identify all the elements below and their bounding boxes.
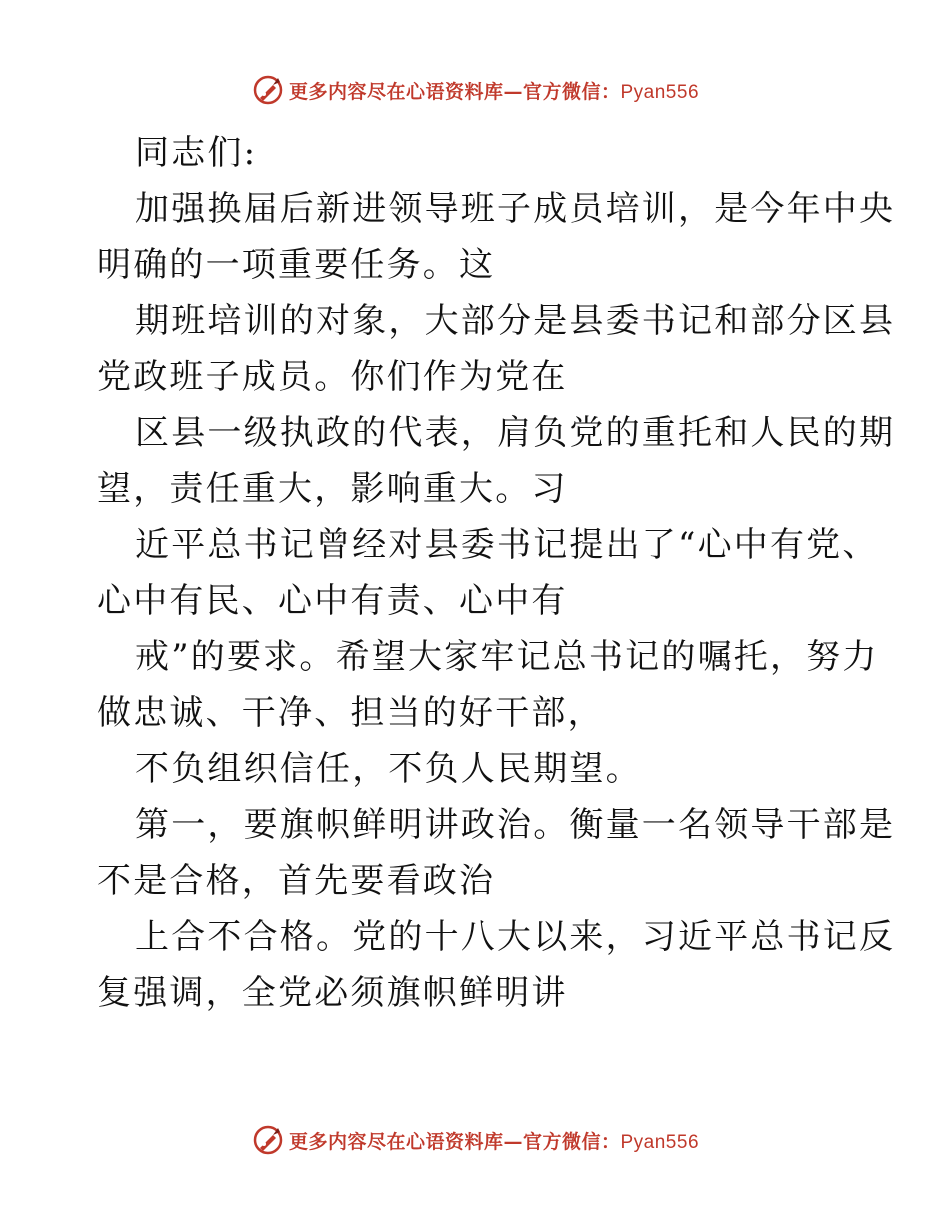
header-banner (0, 70, 950, 110)
text-line: 不负组织信任，不负人民期望。 (135, 749, 642, 789)
text-line: 同志们: (135, 133, 258, 173)
text-line: 期班培训的对象，大部分是县委书记和部分区县 (135, 301, 896, 341)
pen-logo-icon (251, 1123, 285, 1157)
text-line: 心中有民、心中有责、心中有 (97, 581, 568, 621)
text-line: 做忠诚、干净、担当的好干部， (97, 693, 604, 733)
text-line: 加强换届后新进领导班子成员培训，是今年中央 (135, 189, 896, 229)
header-banner-text: 更多内容尽在心语资料库—官方微信：Pyan556 (288, 80, 700, 103)
text-line: 党政班子成员。你们作为党在 (97, 357, 568, 397)
header-banner-id: Pyan556 (620, 81, 700, 103)
document-body (97, 125, 896, 1021)
text-line: 望，责任重大，影响重大。习 (97, 469, 568, 509)
text-line: 第一，要旗帜鲜明讲政治。衡量一名领导干部是 (135, 805, 896, 845)
footer-banner-id: Pyan556 (620, 1131, 700, 1153)
text-line: 区县一级执政的代表，肩负党的重托和人民的期 (135, 413, 896, 453)
text-line: 近平总书记曾经对县委书记提出了“心中有党、 (135, 525, 879, 565)
text-line: 不是合格，首先要看政治 (97, 861, 496, 901)
text-line: 上合不合格。党的十八大以来，习近平总书记反 (135, 917, 896, 957)
pen-logo-icon (251, 73, 285, 107)
text-line: 戒”的要求。希望大家牢记总书记的嘱托，努力 (135, 637, 879, 677)
footer-banner (0, 1120, 950, 1160)
text-line: 复强调，全党必须旗帜鲜明讲 (97, 973, 568, 1013)
footer-banner-text: 更多内容尽在心语资料库—官方微信：Pyan556 (288, 1130, 700, 1153)
text-line: 明确的一项重要任务。这 (97, 245, 496, 285)
